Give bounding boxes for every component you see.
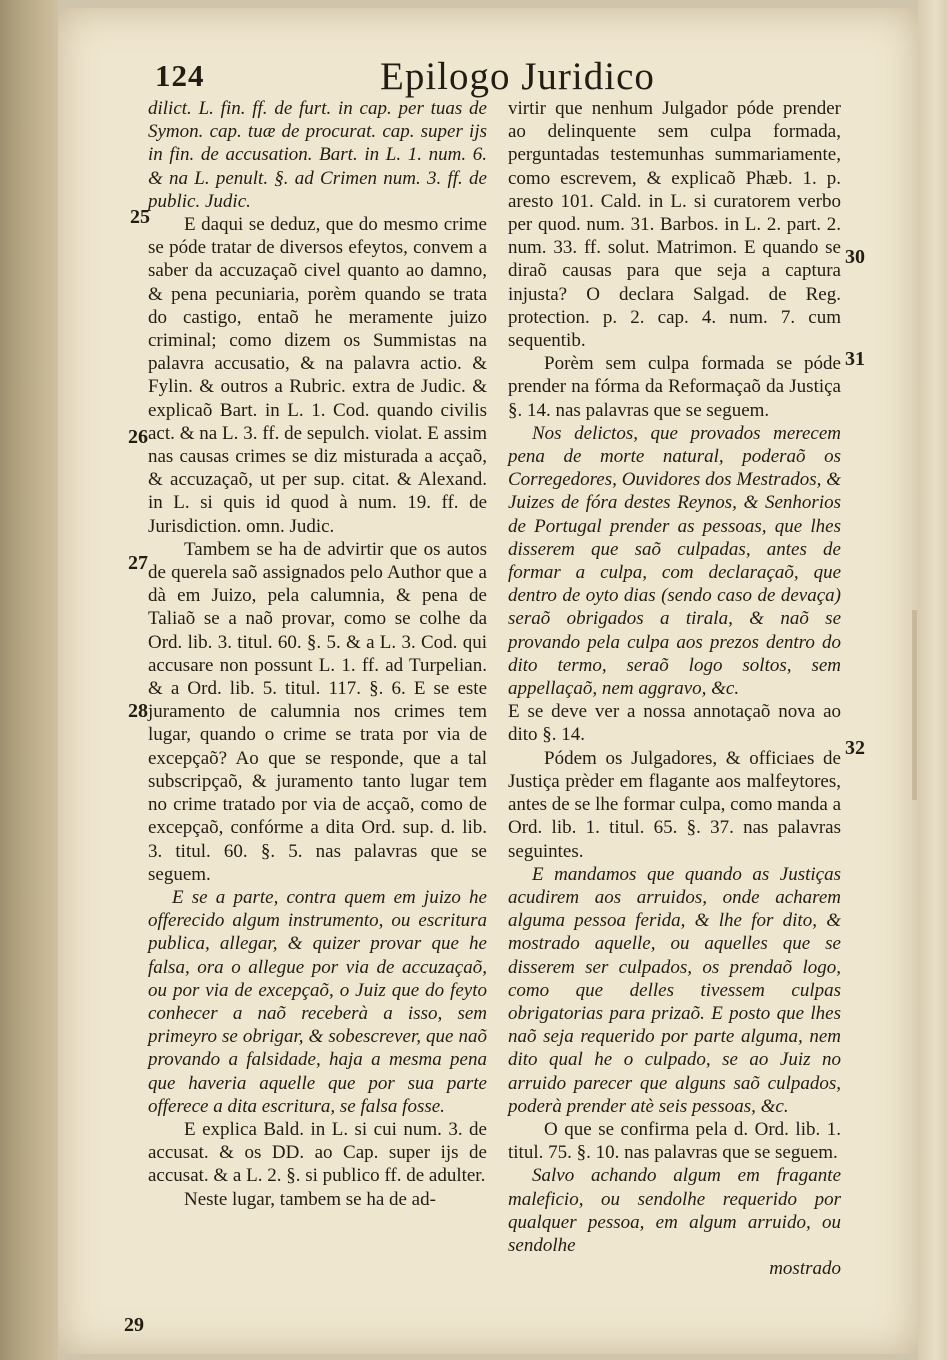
margin-number-26: 26 [128, 426, 148, 448]
margin-number-29: 29 [124, 1314, 144, 1336]
left-paragraph-2: E daqui se deduz, que do mesmo crime se póde tratar de diversos efeytos, convem a saber da accuzaçaõ civel quanto ao damno, & pena pecuniaria, porèm quando se trata do castigo, entaõ he meramente juizo criminal; como dizem os Summistas na palavra accusatio, & na palavra actio. & Fylin. & outros a Rubric. extra de Judic. & explicaõ Bart. in L. 1. Cod. quando civilis act. & na L. 3. ff. de sepulch. violat. E assim nas causas crimes se diz misturada a acçaõ, & accuzaçaõ, ut per sup. citat. & Alexand. in L. si quis id quod à num. 19. ff. de Jurisdiction. omn. Judic. [148, 214, 487, 537]
right-paragraph-2: Porèm sem culpa formada se póde prender na fórma da Reformaçaõ da Justiça §. 14. nas palavras que se seguem. [508, 353, 841, 421]
right-quotation-2: E mandamos que quando as Justiças acudirem aos arruidos, onde acharem alguma pessoa ferida, & lhe for dito, & mostrado aquelle, ou aquelles que se disserem ser culpados, os prendaõ logo, como que delles tivessem culpas obrigatorias para prizaõ. E posto que lhes naõ seja requerido por parte alguma, nem dito qual he o culpado, se ao Juiz no arruido parecer que alguns saõ culpados, poderà prender atè seis pessoas, &c. [508, 863, 841, 1117]
left-paragraph-5: Neste lugar, tambem se ha de ad- [184, 1188, 436, 1210]
book-gutter-shadow [0, 0, 58, 1360]
left-quotation-1: E se a parte, contra quem em juizo he offerecido algum instrumento, ou escritura publica, allegar, & quizer provar que he falsa, ora o allegue por via de accuzaçaõ, ou por via de excepçaõ, o Juiz que do feyto conhecer a naõ receberà a isso, sem primeyro se obrigar, & sobescrever, que naõ provando a falsidade, haja a mesma pena que haveria aquelle que por sua parte offerece a dita escritura, se falsa fosse. [148, 886, 487, 1117]
running-head: Epilogo Juridico [380, 55, 655, 98]
catchword: mostrado [769, 1258, 841, 1280]
left-paragraph-1: dilict. L. fin. ff. de furt. in cap. per tuas de Symon. cap. tuæ de procurat. cap. super ijs in fin. de accusation. Bart. in L. 1. num. 6. & na L. penult. §. ad Crimen num. 3. ff. de public. Judic. [148, 98, 487, 212]
right-text-column [508, 97, 841, 1280]
right-quotation-1: Nos delictos, que provados merecem pena de morte natural, poderaõ os Corregedores, Ouvidores dos Mestrados, & Juizes de fóra destes Reynos, & Senhorios de Portugal prender as pessoas, que lhes disserem que saõ culpadas, antes de formar a culpa, com declaraçaõ, que dentro de oyto dias (sendo caso de devaça) seraõ obrigados a tirala, & naõ se provando pela culpa aos prezos dentro do dito termo, seraõ logo soltos, sem appellaçaõ, nem aggravo, &c. [508, 422, 841, 700]
right-paragraph-4: O que se confirma pela d. Ord. lib. 1. titul. 75. §. 10. nas palavras que se seguem. [508, 1118, 841, 1164]
page-fold-mark [912, 610, 917, 800]
right-quotation-3: Salvo achando algum em fragante maleficio, ou sendolhe requerido por qualquer pessoa, em algum arruido, ou sendolhe [508, 1165, 841, 1256]
margin-number-30: 30 [845, 246, 865, 268]
left-text-column [148, 97, 487, 1211]
right-paragraph-3: Pódem os Julgadores, & officiaes de Justiça prèder em flagante aos malfeytores, antes de se lhe formar culpa, como manda a Ord. lib. 1. titul. 65. §. 37. nas palavras seguintes. [508, 747, 841, 862]
right-annotation-note: E se deve ver a nossa annotaçaõ nova ao dito §. 14. [508, 701, 841, 746]
margin-number-32: 32 [845, 737, 865, 759]
left-paragraph-4: E explica Bald. in L. si cui num. 3. de accusat. & os DD. ao Cap. super ijs de accusat. & a L. 2. §. si publico ff. de adulter. [148, 1118, 487, 1187]
page-number: 124 [155, 58, 205, 93]
margin-number-28: 28 [128, 700, 148, 722]
margin-number-27: 27 [128, 552, 148, 574]
margin-number-31: 31 [845, 348, 865, 370]
left-paragraph-3: Tambem se ha de advirtir que os autos de querela saõ assignados pelo Author que a dà em Juizo, pela calumnia, & pena de Taliaõ se a naõ provar, como se colhe da Ord. lib. 3. titul. 60. §. 5. & a L. 3. Cod. qui accusare non possunt L. 1. ff. ad Turpelian. & a Ord. lib. 5. titul. 117. §. 6. E se este juramento de calumnia nos crimes tem lugar, quando o crime se trata por via de excepçaõ? Ao que se responde, que a tal subscripçaõ, & juramento tanto lugar tem no crime tratado por via de acçaõ, como de excepçaõ, confórme a dita Ord. sup. d. lib. 3. titul. 60. §. 5. nas palavras que se seguem. [148, 538, 487, 885]
right-paragraph-1: virtir que nenhum Julgador póde prender ao delinquente sem culpa formada, perguntadas testemunhas summariamente, como escrevem, & explicaõ Phæb. 1. p. aresto 101. Cald. in L. si curatorem verbo per quod. num. 31. Barbos. in L. 2. part. 2. num. 33. ff. solut. Matrimon. E quando se diraõ causas para que seja a captura injusta? O declara Salgad. de Reg. protection. p. 2. cap. 4. num. 7. cum sequentib. [508, 98, 841, 352]
page-header [155, 55, 845, 102]
margin-number-25: 25 [130, 206, 150, 228]
page-edge-right [918, 0, 947, 1360]
